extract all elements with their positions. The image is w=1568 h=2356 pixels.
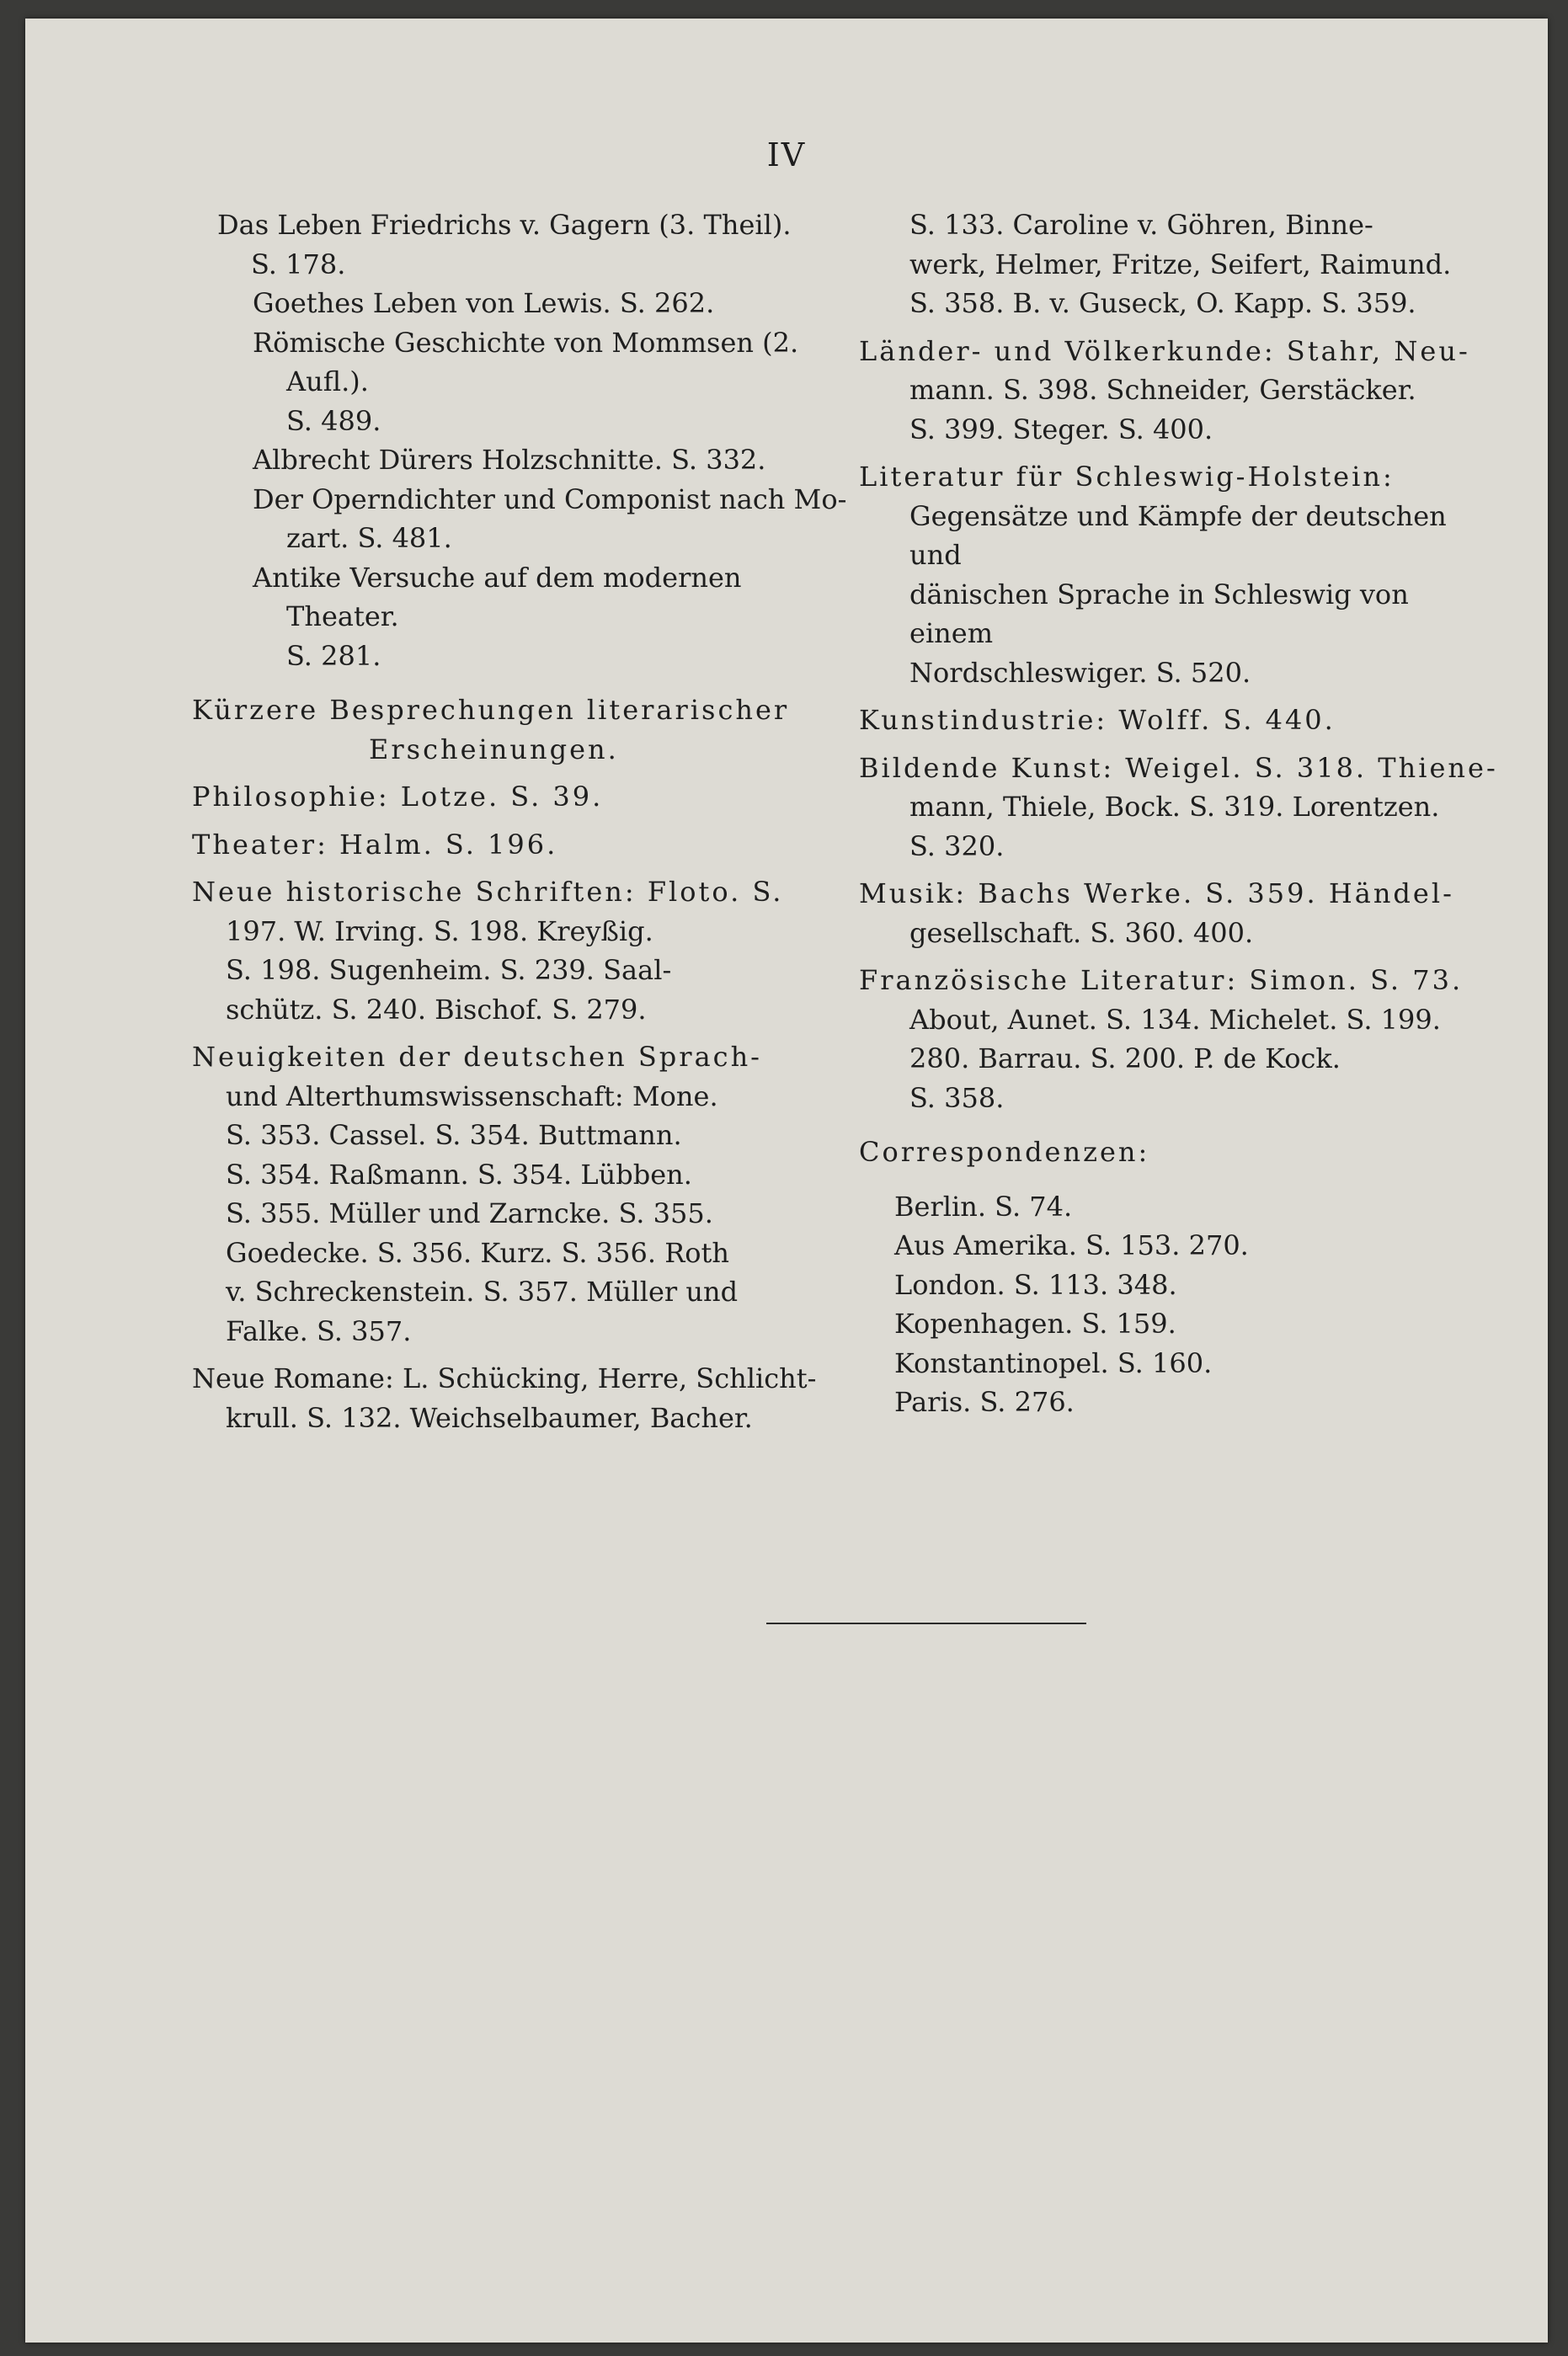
section-line: 197. W. Irving. S. 198. Kreyßig.	[226, 914, 653, 947]
list-item: Aus Amerika. S. 153. 270.	[894, 1229, 1249, 1261]
section-line: dänischen Sprache in Schleswig von einem	[909, 578, 1409, 649]
list-item: Konstantinopel. S. 160.	[894, 1346, 1213, 1379]
entry-text: Römische Geschichte von Mommsen (2. Aufl.).	[253, 326, 799, 397]
entry-cont: zart. S. 481.	[286, 522, 452, 554]
entry-cont: S. 178.	[251, 248, 346, 280]
section-head: Bildende Kunst: Weigel. S. 318. Thiene-	[859, 751, 1498, 784]
section-head: Philosophie: Lotze. S. 39.	[192, 781, 604, 813]
section-line: krull. S. 132. Weichselbaumer, Bacher.	[226, 1401, 753, 1434]
list-item	[217, 440, 857, 480]
section-kunstindustrie	[859, 701, 1501, 740]
section-line: Goedecke. S. 356. Kurz. S. 356. Roth	[226, 1236, 730, 1269]
section-line: S. 133. Caroline v. Göhren, Binne-	[909, 209, 1373, 241]
list-item	[217, 480, 857, 558]
list-item	[217, 323, 857, 441]
section-line: S. 358.	[909, 1081, 1005, 1114]
section-neuigkeiten	[192, 1037, 857, 1351]
section-line: S. 353. Cassel. S. 354. Buttmann.	[226, 1119, 682, 1151]
section-line: S. 198. Sugenheim. S. 239. Saal-	[226, 954, 672, 986]
entry-cont: S. 281.	[286, 639, 381, 672]
section-laender-voelkerkunde	[859, 332, 1501, 450]
section-head: Länder- und Völkerkunde: Stahr, Neu-	[859, 334, 1470, 367]
section-musik	[859, 874, 1501, 952]
section-line: 280. Barrau. S. 200. P. de Kock.	[909, 1042, 1341, 1074]
section-heading: Kürzere Besprechungen literarischer	[192, 694, 790, 726]
section-line: S. 320.	[909, 829, 1005, 862]
section-line: Gegensätze und Kämpfe der deutschen und	[909, 499, 1447, 571]
section-neue-romane	[192, 1359, 857, 1437]
section-head: Theater: Halm. S. 196.	[192, 828, 558, 861]
entry-text: Das Leben Friedrichs v. Gagern (3. Theil).	[217, 209, 792, 241]
entry-text: Albrecht Dürers Holzschnitte. S. 332.	[253, 444, 766, 476]
section-line: mann, Thiele, Bock. S. 319. Lorentzen.	[909, 791, 1440, 823]
correspondence-list	[859, 1187, 1501, 1422]
list-item	[217, 558, 857, 676]
section-line: mann. S. 398. Schneider, Gerstäcker.	[909, 374, 1416, 406]
section-head: Musik: Bachs Werke. S. 359. Händel-	[859, 877, 1454, 909]
section-line: About, Aunet. S. 134. Michelet. S. 199.	[909, 1003, 1441, 1036]
section-line: v. Schreckenstein. S. 357. Müller und	[226, 1276, 739, 1308]
section-line: S. 358. B. v. Guseck, O. Kapp. S. 359.	[909, 287, 1416, 319]
section-philosophie	[192, 777, 857, 817]
section-head: Französische Literatur: Simon. S. 73.	[859, 964, 1464, 996]
section-heading-cont: Erscheinungen.	[369, 733, 619, 765]
list-item	[217, 205, 857, 284]
entry-text: Goethes Leben von Lewis. S. 262.	[253, 287, 715, 319]
left-column	[192, 205, 857, 1437]
section-line: werk, Helmer, Fritze, Seifert, Raimund.	[909, 248, 1452, 280]
section-line: und Alterthumswissenschaft: Mone.	[226, 1079, 718, 1112]
section-line: S. 354. Raßmann. S. 354. Lübben.	[226, 1158, 692, 1191]
section-line: Falke. S. 357.	[226, 1314, 412, 1347]
section-line: Nordschleswiger. S. 520.	[909, 656, 1251, 689]
section-line: S. 355. Müller und Zarncke. S. 355.	[226, 1197, 713, 1229]
section-head: Kunstindustrie: Wolff. S. 440.	[859, 704, 1336, 736]
list-item: Paris. S. 276.	[894, 1386, 1075, 1418]
section-schleswig-holstein	[859, 457, 1501, 692]
right-column	[859, 205, 1501, 1422]
section-head: Neue historische Schriften: Floto. S.	[192, 876, 784, 908]
section-franzoesische-literatur	[859, 961, 1501, 1117]
section-theater	[192, 825, 857, 865]
divider	[766, 1623, 1086, 1624]
section-line: schütz. S. 240. Bischof. S. 279.	[226, 993, 647, 1026]
section-bildende-kunst	[859, 749, 1501, 866]
page-number: IV	[766, 136, 807, 173]
page	[25, 19, 1548, 2343]
list-item	[217, 284, 857, 323]
entry-text: Der Operndichter und Componist nach Mo-	[253, 482, 847, 515]
correspondence-heading: Correspondenzen:	[859, 1136, 1150, 1168]
section-head: Neue Romane: L. Schücking, Herre, Schlicht-	[192, 1362, 817, 1394]
list-item: Kopenhagen. S. 159.	[894, 1308, 1176, 1340]
entry-cont: S. 489.	[286, 404, 381, 437]
entry-text: Antike Versuche auf dem modernen Theater.	[253, 561, 742, 632]
section-line: S. 399. Steger. S. 400.	[909, 413, 1213, 445]
list-item: London. S. 113. 348.	[894, 1268, 1177, 1301]
section-head: Literatur für Schleswig-Holstein:	[859, 461, 1395, 493]
section-line: gesellschaft. S. 360. 400.	[909, 916, 1254, 949]
list-item: Berlin. S. 74.	[894, 1190, 1073, 1223]
section-historische-schriften	[192, 872, 857, 1029]
section-head: Neuigkeiten der deutschen Sprach-	[192, 1041, 762, 1073]
